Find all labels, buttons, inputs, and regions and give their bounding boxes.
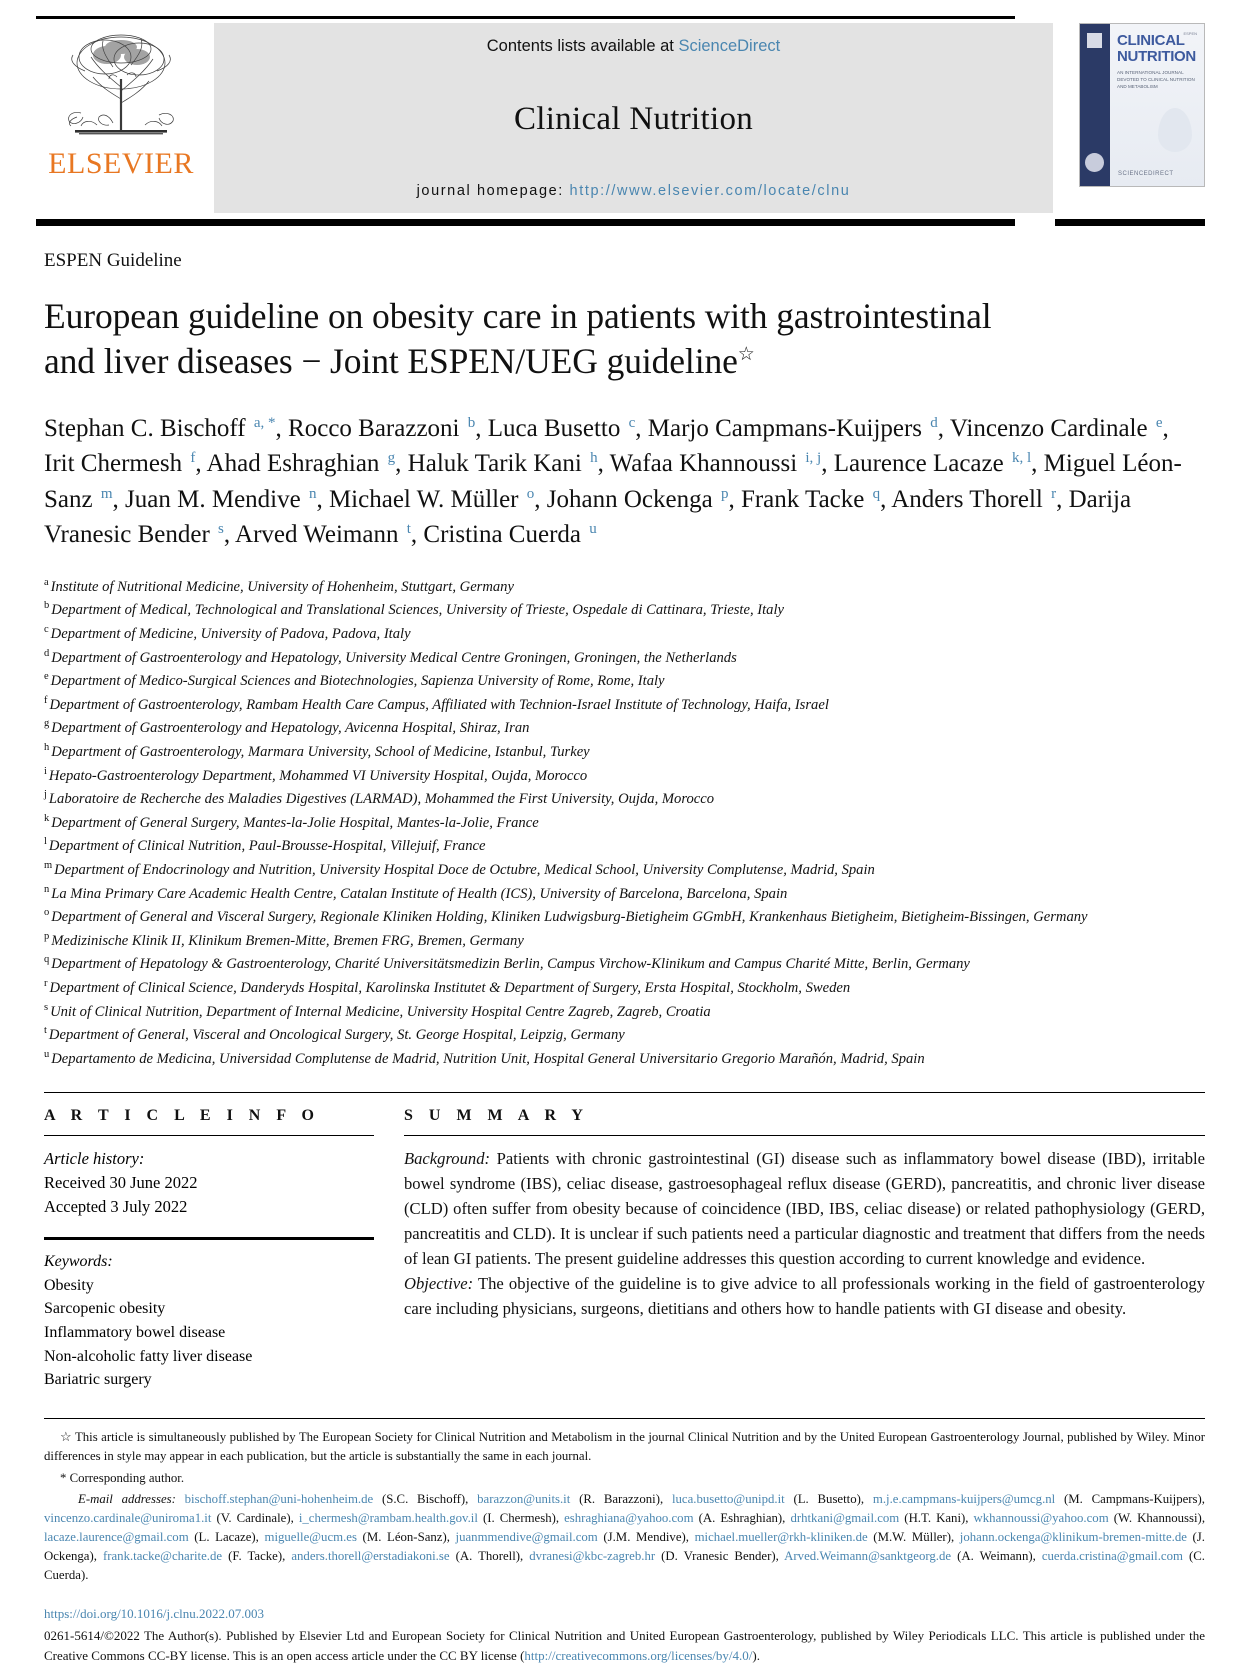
affiliation-key: u: [44, 1048, 50, 1060]
sciencedirect-link[interactable]: ScienceDirect: [678, 37, 781, 55]
author-name: Rocco Barazzoni: [288, 414, 466, 442]
email-owner: (A. Thorell),: [449, 1549, 530, 1564]
author-affiliation-marker: u: [589, 521, 597, 538]
email-link[interactable]: michael.mueller@rkh-kliniken.de: [694, 1530, 868, 1545]
affiliation-item: [44, 834, 1205, 858]
email-link[interactable]: johann.ockenga@klinikum-bremen-mitte.de: [959, 1530, 1187, 1545]
affiliation-item: [44, 952, 1205, 976]
affiliation-text: Hepato-Gastroenterology Department, Mohammed VI University Hospital, Oujda, Morocco: [48, 767, 588, 784]
email-link[interactable]: eshraghiana@yahoo.com: [564, 1510, 694, 1525]
footnote-corresponding-author: * Corresponding author.: [60, 1470, 185, 1485]
affiliation-list: [44, 575, 1205, 1070]
affiliation-text: Department of Gastroenterology and Hepatology, Avicenna Hospital, Shiraz, Iran: [51, 720, 530, 737]
affiliation-key: i: [44, 765, 47, 777]
email-link[interactable]: anders.thorell@erstadiakoni.se: [291, 1549, 450, 1564]
journal-masthead: [36, 0, 1205, 226]
affiliation-item: [44, 646, 1205, 670]
email-owner: (A. Eshraghian),: [693, 1510, 791, 1525]
email-owner: (A. Weimann),: [951, 1549, 1042, 1564]
author-separator: ,: [1031, 450, 1044, 478]
keywords-divider: [44, 1237, 374, 1240]
affiliation-item: [44, 622, 1205, 646]
affiliation-key: d: [44, 647, 50, 659]
objective-body: The objective of the guideline is to give advice to all professionals working in the field of gastroenterology care including physicians, surgeons, dietitians and others how to handle patients with GI disease and obesity.: [404, 1273, 1205, 1318]
author-name: Ahad Eshraghian: [206, 450, 386, 478]
email-owner: (R. Barazzoni),: [570, 1491, 672, 1506]
email-link[interactable]: cuerda.cristina@gmail.com: [1041, 1549, 1183, 1564]
author-name: Darija Vranesic Bender: [44, 485, 1132, 549]
email-owner: (J.M. Mendive),: [597, 1530, 695, 1545]
author-separator: ,: [275, 414, 289, 442]
author-name: Vincenzo Cardinale: [949, 414, 1154, 442]
email-link[interactable]: juanmmendive@gmail.com: [455, 1530, 598, 1545]
keyword-item: Non-alcoholic fatty liver disease: [44, 1347, 253, 1365]
masthead-bottom-rule-right: [1055, 219, 1205, 226]
author-affiliation-marker: g: [387, 450, 396, 467]
email-link[interactable]: m.j.e.campmans-kuijpers@umcg.nl: [872, 1491, 1056, 1506]
affiliation-key: q: [44, 954, 50, 966]
affiliation-key: c: [44, 624, 49, 636]
journal-homepage-line: [417, 183, 851, 199]
copyright-statement: [44, 1626, 1205, 1666]
affiliation-key: h: [44, 742, 50, 754]
email-link[interactable]: luca.busetto@unipd.it: [671, 1491, 785, 1506]
affiliation-key: m: [44, 860, 53, 871]
summary-divider: [404, 1135, 1205, 1136]
affiliation-text: Departamento de Medicina, Universidad Complutense de Madrid, Nutrition Unit, Hospital General Universitario Gregorio Marañón, Madrid, Spain: [51, 1050, 925, 1067]
author-separator: ,: [880, 485, 892, 513]
affiliation-text: Department of Endocrinology and Nutrition, University Hospital Doce de Octubre, Medical School, University Complutense, Madrid, Spain: [54, 861, 875, 878]
author-name: Stephan C. Bischoff: [44, 414, 252, 442]
homepage-url-link[interactable]: http://www.elsevier.com/locate/clnu: [569, 183, 851, 199]
author-separator: ,: [316, 485, 329, 513]
abstract-text: [404, 1147, 1205, 1321]
email-link[interactable]: drhtkani@gmail.com: [790, 1510, 900, 1525]
journal-cover-thumbnail: [1063, 23, 1205, 213]
author-affiliation-marker: p: [720, 485, 729, 502]
author-separator: ,: [937, 414, 950, 442]
author-affiliation-marker: s: [218, 521, 224, 538]
author-affiliation-marker: o: [526, 485, 535, 502]
affiliation-text: Institute of Nutritional Medicine, University of Hohenheim, Stuttgart, Germany: [50, 578, 514, 595]
article-received-date: Received 30 June 2022: [44, 1173, 198, 1193]
cover-title-line2: NUTRITION: [1117, 47, 1196, 65]
affiliation-text: Unit of Clinical Nutrition, Department of Internal Medicine, University Hospital Centre Zagreb, Zagreb, Croatia: [50, 1003, 711, 1020]
elsevier-wordmark: ELSEVIER: [48, 147, 194, 180]
email-owner: (V. Cardinale),: [211, 1510, 299, 1525]
affiliation-key: j: [44, 789, 47, 801]
cover-corner-text: ESPEN: [1183, 31, 1197, 36]
affiliation-key: n: [44, 883, 50, 895]
author-name: Luca Busetto: [487, 414, 627, 442]
affiliation-text: Department of Medico-Surgical Sciences and Biotechnologies, Sapienza University of Rome, Rome, Italy: [50, 673, 665, 690]
affiliation-text: Department of Gastroenterology and Hepatology, University Medical Centre Groningen, Groningen, the Netherlands: [51, 649, 737, 666]
article-accepted-date: Accepted 3 July 2022: [44, 1197, 188, 1217]
affiliation-key: b: [44, 600, 50, 612]
cover-image: [1079, 23, 1205, 187]
email-link[interactable]: lacaze.laurence@gmail.com: [44, 1530, 189, 1545]
author-name: Miguel Léon-Sanz: [44, 450, 1182, 513]
article-header: [44, 250, 1205, 553]
email-link[interactable]: i_chermesh@rambam.health.gov.il: [298, 1510, 478, 1525]
affiliation-text: La Mina Primary Care Academic Health Centre, Catalan Institute of Health (ICS), University of Barcelona, Barcelona, Spain: [51, 885, 788, 902]
abstract-background-paragraph: [404, 1147, 1205, 1271]
email-link[interactable]: dvranesi@kbc-zagreb.hr: [529, 1549, 656, 1564]
author-affiliation-marker: a, *: [253, 414, 276, 431]
copyright-text-part1: 0261-5614/©2022 The Author(s). Published by Elsevier Ltd and European Society for Clinical Nutrition and United European Gastroenterology, published by Wiley Periodicals LLC. This article is published under the Creative Commons CC-BY license. This is an open access article under the CC BY license (: [44, 1628, 1205, 1664]
author-name: Wafaa Khannoussi: [609, 450, 804, 478]
author-name: Irit Chermesh: [44, 450, 189, 478]
email-link[interactable]: miguelle@ucm.es: [264, 1530, 357, 1545]
author-affiliation-marker: h: [590, 450, 598, 467]
publication-footer: [44, 1604, 1205, 1666]
affiliation-key: s: [44, 1001, 49, 1013]
email-owner: (C. Cuerda).: [44, 1549, 1206, 1583]
email-link[interactable]: bischoff.stephan@uni-hohenheim.de: [184, 1491, 374, 1506]
affiliation-key: r: [44, 977, 48, 989]
author-name: Juan M. Mendive: [125, 485, 307, 513]
summary-column: [404, 1107, 1205, 1392]
author-separator: ,: [475, 414, 488, 442]
email-owner: (J. Ockenga),: [44, 1530, 1205, 1564]
author-affiliation-marker: t: [406, 521, 411, 538]
journal-header-band: [214, 23, 1053, 213]
article-info-column: [44, 1107, 404, 1392]
article-history-label: Article history:: [44, 1149, 145, 1169]
keyword-item: Inflammatory bowel disease: [44, 1324, 226, 1342]
affiliation-item: [44, 858, 1205, 882]
email-addresses-label: E-mail addresses:: [78, 1491, 176, 1506]
affiliation-item: [44, 811, 1205, 835]
author-name: Frank Tacke: [740, 485, 871, 513]
objective-label: Objective:: [404, 1273, 474, 1293]
affiliation-text: Laboratoire de Recherche des Maladies Digestives (LARMAD), Mohammed the First University, Oujda, Morocco: [48, 791, 715, 808]
author-list: [44, 411, 1205, 553]
background-label: Background:: [404, 1149, 491, 1169]
contents-available-line: [487, 37, 780, 56]
author-affiliation-marker: r: [1051, 485, 1057, 502]
copyright-text-part2: ).: [752, 1648, 760, 1664]
email-link[interactable]: barazzon@units.it: [477, 1491, 571, 1506]
affiliation-text: Department of General, Visceral and Oncological Surgery, St. George Hospital, Leipzig, Germany: [48, 1027, 625, 1044]
email-address-list: [44, 1492, 1205, 1583]
background-body: Patients with chronic gastrointestinal (GI) disease such as inflammatory bowel disease (IBD), irritable bowel syndrome (IBS), celiac disease, gastroesophageal reflux disease (GERD), pancreatitis, and chronic liver disease (CLD) often suffer from obesity because of coincidence (IBD, IBS, celiac disease) or related pathophysiology (GERD, pancreatitis and CLD). It is unclear if such patients need a particular diagnostic and treatment that differs from the needs of lean GI patients. The present guideline addresses this question according to current knowledge and evidence.: [404, 1149, 1205, 1268]
footnote-email-addresses: [44, 1490, 1205, 1586]
affiliation-item: [44, 787, 1205, 811]
author-name: Laurence Lacaze: [833, 450, 1010, 478]
title-footnote-star-icon: ☆: [737, 344, 755, 366]
affiliation-item: [44, 976, 1205, 1000]
email-owner: (M. Campmans-Kuijpers),: [1055, 1491, 1205, 1506]
affiliation-item: [44, 929, 1205, 953]
affiliation-text: Department of Gastroenterology, Marmara University, School of Medicine, Istanbul, Turkey: [51, 743, 590, 760]
cover-subtitle: AN INTERNATIONAL JOURNAL DEVOTED TO CLINICAL NUTRITION AND METABOLISM: [1117, 69, 1195, 90]
author-separator: ,: [534, 485, 547, 513]
masthead-top-rule: [36, 16, 1015, 19]
affiliation-item: [44, 575, 1205, 599]
article-info-heading: A R T I C L E I N F O: [44, 1107, 320, 1125]
affiliation-item: [44, 764, 1205, 788]
author-affiliation-marker: i, j: [805, 450, 822, 467]
masthead-bottom-rule: [36, 219, 1015, 226]
affiliation-key: g: [44, 718, 50, 730]
affiliation-text: Department of Clinical Science, Danderyds Hospital, Karolinska Institutet & Department of Surgery, Ersta Hospital, Stockholm, Sweden: [49, 979, 851, 996]
title-line-2: and liver diseases − Joint ESPEN/UEG guideline: [44, 341, 738, 382]
article-info-divider: [44, 1135, 374, 1136]
keywords-label: Keywords:: [44, 1253, 113, 1271]
contents-prefix-text: Contents lists available at: [486, 37, 679, 55]
affiliation-key: t: [44, 1025, 47, 1037]
abstract-objective-paragraph: [404, 1272, 1205, 1322]
email-owner: (F. Tacke),: [222, 1549, 292, 1564]
email-owner: (M.W. Müller),: [867, 1530, 960, 1545]
author-affiliation-marker: f: [190, 450, 196, 467]
affiliation-item: [44, 905, 1205, 929]
affiliation-item: [44, 1000, 1205, 1024]
author-affiliation-marker: d: [930, 414, 938, 431]
affiliation-text: Department of Hepatology & Gastroenterology, Charité Universitätsmedizin Berlin, Campus Virchow-Klinikum and Campus Charité Mitte, Berlin, Germany: [51, 956, 970, 973]
email-owner: (L. Busetto),: [784, 1491, 873, 1506]
author-name: Anders Thorell: [891, 485, 1050, 513]
affiliation-item: [44, 1047, 1205, 1071]
cover-spine-square-icon: [1087, 33, 1102, 48]
affiliation-key: l: [44, 836, 47, 848]
author-affiliation-marker: m: [100, 485, 113, 502]
author-name: Johann Ockenga: [546, 485, 719, 513]
footnote-star-note: ☆ This article is simultaneously published by The European Society for Clinical Nutrition and Metabolism in the journal Clinical Nutrition and by the United European Gastroenterology Journal, published by Wiley. Minor differences in style may appear in each publication, but the article is substantially the same in each journal.: [44, 1430, 1205, 1464]
affiliation-item: [44, 716, 1205, 740]
author-separator: ,: [821, 450, 834, 478]
email-owner: (S.C. Bischoff),: [373, 1491, 478, 1506]
author-affiliation-marker: k, l: [1011, 450, 1032, 467]
author-name: Michael W. Müller: [328, 485, 525, 513]
affiliation-text: Department of Medicine, University of Padova, Padova, Italy: [50, 625, 411, 642]
elsevier-logo: [36, 23, 206, 213]
summary-heading: S U M M A R Y: [404, 1107, 589, 1125]
journal-title: Clinical Nutrition: [513, 101, 754, 137]
author-separator: ,: [1162, 414, 1169, 442]
affiliation-item: [44, 598, 1205, 622]
author-name: Cristina Cuerda: [423, 521, 588, 549]
author-affiliation-marker: q: [872, 485, 881, 502]
email-owner: (H.T. Kani),: [899, 1510, 974, 1525]
email-owner: (I. Chermesh),: [477, 1510, 565, 1525]
author-affiliation-marker: e: [1155, 414, 1163, 431]
page-title: [44, 294, 1205, 385]
keywords-list: [44, 1274, 374, 1392]
affiliation-item: [44, 1023, 1205, 1047]
affiliation-key: a: [44, 576, 49, 588]
author-separator: ,: [728, 485, 741, 513]
affiliation-key: o: [44, 907, 50, 919]
article-section-tag: ESPEN Guideline: [44, 250, 182, 271]
author-separator: ,: [635, 414, 648, 442]
license-url-link[interactable]: http://creativecommons.org/licenses/by/4.0/: [524, 1648, 753, 1664]
affiliation-text: Department of Gastroenterology, Rambam Health Care Campus, Affiliated with Technion-Israel Institute of Technology, Haifa, Israel: [49, 696, 829, 713]
author-separator: ,: [112, 485, 126, 513]
author-separator: ,: [597, 450, 610, 478]
author-affiliation-marker: b: [467, 414, 476, 431]
author-separator: ,: [223, 521, 236, 549]
elsevier-tree-icon: [51, 27, 191, 147]
email-owner: (W. Khannoussi),: [1108, 1510, 1206, 1525]
cover-title-line1: CLINICAL: [1117, 32, 1185, 49]
affiliation-item: [44, 669, 1205, 693]
email-link[interactable]: vincenzo.cardinale@uniroma1.it: [44, 1510, 212, 1525]
email-owner: (D. Vranesic Bender),: [655, 1549, 785, 1564]
email-link[interactable]: Arved.Weimann@sanktgeorg.de: [784, 1549, 952, 1564]
cover-spine: [1080, 24, 1110, 186]
keyword-item: Sarcopenic obesity: [44, 1300, 166, 1318]
keyword-item: Obesity: [44, 1276, 94, 1294]
author-separator: ,: [395, 450, 408, 478]
affiliation-key: p: [44, 930, 50, 942]
doi-link[interactable]: https://doi.org/10.1016/j.clnu.2022.07.003: [44, 1605, 265, 1621]
affiliation-text: Department of General Surgery, Mantes-la-Jolie Hospital, Mantes-la-Jolie, France: [51, 814, 539, 831]
keyword-item: Bariatric surgery: [44, 1371, 152, 1389]
author-separator: ,: [1056, 485, 1069, 513]
author-name: Haluk Tarik Kani: [407, 450, 589, 478]
author-affiliation-marker: c: [628, 414, 636, 431]
email-link[interactable]: wkhannoussi@yahoo.com: [973, 1510, 1109, 1525]
author-separator: ,: [410, 521, 424, 549]
author-name: Marjo Campmans-Kuijpers: [647, 414, 929, 442]
author-affiliation-marker: n: [308, 485, 317, 502]
affiliation-text: Department of General and Visceral Surgery, Regionale Kliniken Holding, Kliniken Ludwigsburg-Bietigheim GGmbH, Krankenhaus Bietigheim, Bietigheim-Bissingen, Germany: [51, 909, 1088, 926]
affiliation-key: e: [44, 671, 49, 683]
author-name: Arved Weimann: [235, 521, 405, 549]
cover-front: [1110, 24, 1204, 186]
info-and-summary-section: [44, 1107, 1205, 1392]
footnotes-top-rule: [44, 1418, 1205, 1419]
email-owner: (L. Lacaze),: [188, 1530, 265, 1545]
affiliation-text: Medizinische Klinik II, Klinikum Bremen-Mitte, Bremen FRG, Bremen, Germany: [51, 932, 524, 949]
cover-bottom-text: SCIENCEDIRECT: [1118, 171, 1174, 177]
cover-spine-emblem-icon: [1085, 153, 1104, 172]
affiliation-item: [44, 882, 1205, 906]
author-separator: ,: [195, 450, 207, 478]
footnotes-section: [44, 1428, 1205, 1586]
affiliation-item: [44, 693, 1205, 717]
info-summary-top-rule: [44, 1092, 1205, 1093]
title-line-1: European guideline on obesity care in patients with gastrointestinal: [44, 296, 992, 336]
email-owner: (M. Léon-Sanz),: [356, 1530, 456, 1545]
affiliation-text: Department of Clinical Nutrition, Paul-Brousse-Hospital, Villejuif, France: [48, 838, 486, 855]
homepage-label: journal homepage:: [416, 183, 570, 199]
cover-droplet-graphic: [1158, 108, 1192, 152]
affiliation-item: [44, 740, 1205, 764]
affiliation-key: k: [44, 812, 50, 824]
affiliation-key: f: [44, 694, 48, 706]
affiliation-text: Department of Medical, Technological and Translational Sciences, University of Trieste, Ospedale di Cattinara, Trieste, Italy: [51, 602, 784, 619]
email-link[interactable]: frank.tacke@charite.de: [102, 1549, 223, 1564]
